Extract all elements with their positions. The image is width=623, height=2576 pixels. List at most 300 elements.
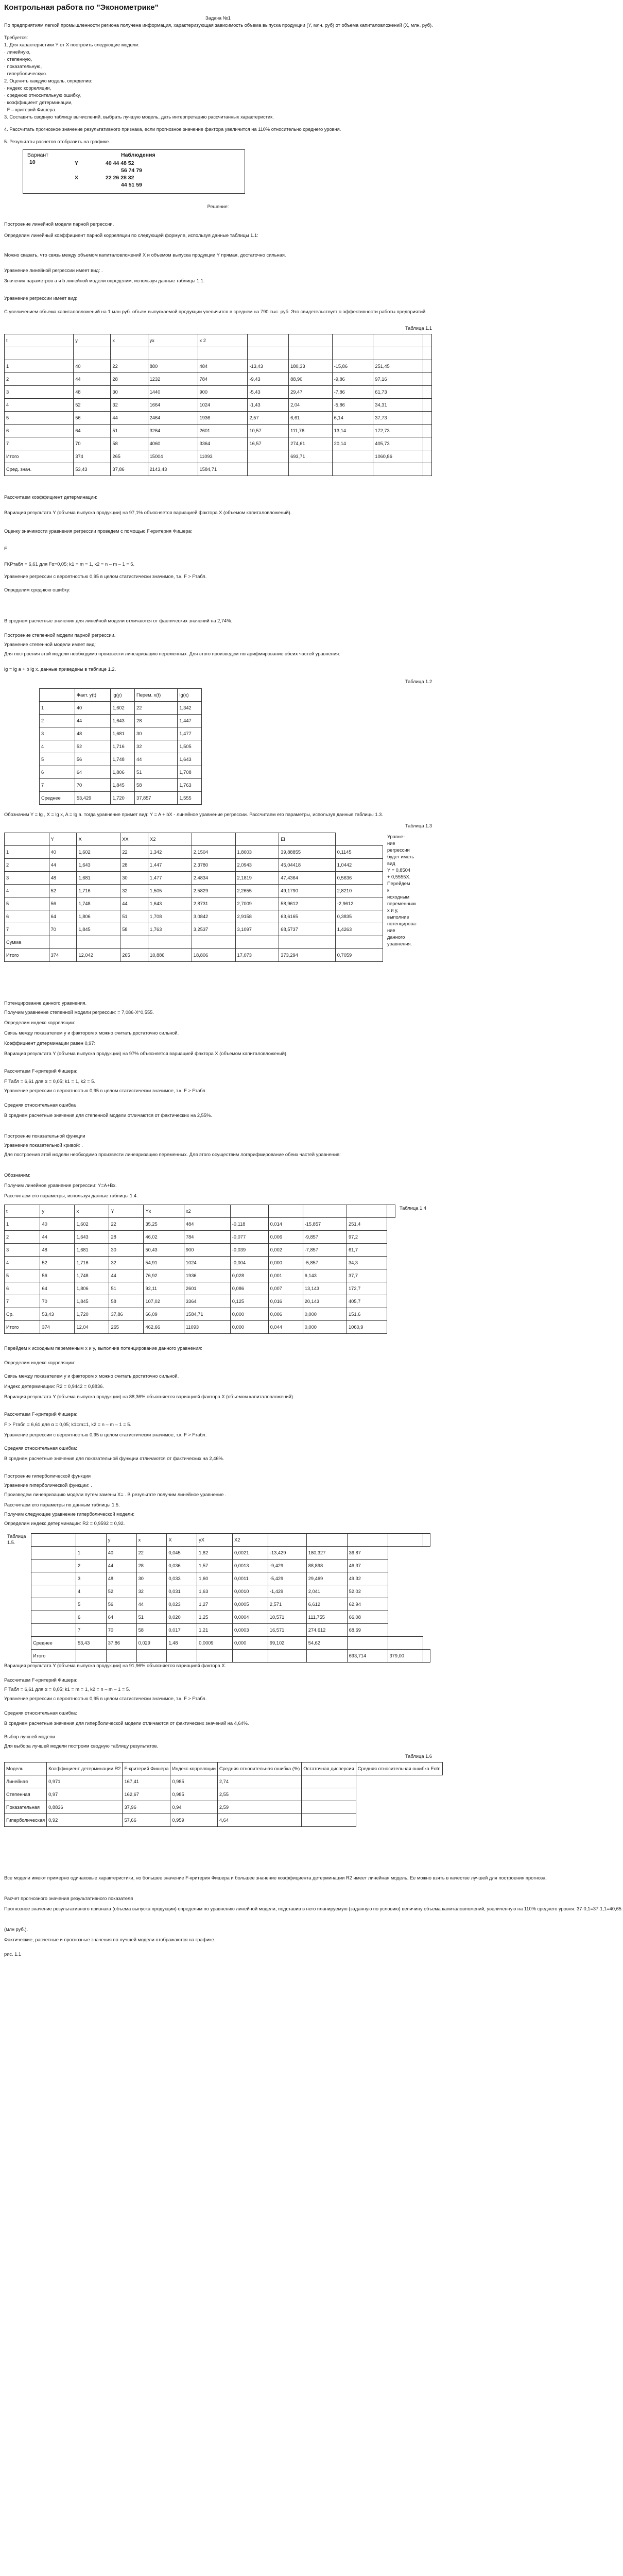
table-cell: 57,66	[123, 1814, 170, 1827]
list-item: · показательную,	[4, 64, 42, 69]
table-cell: 1,845	[77, 923, 120, 936]
table-cell: 51	[135, 766, 178, 779]
table-cell: 66,08	[347, 1611, 388, 1624]
table-cell: 3	[40, 727, 75, 740]
text-line: Коэффициент детерминации равен 0,97:	[4, 1041, 96, 1046]
text-line: Уравнение регрессии с вероятностью 0,95 в целом статистически значимое, т.к. F > Fтабл.	[4, 1432, 207, 1437]
table-cell	[106, 1650, 136, 1663]
table-cell	[373, 463, 423, 476]
table-cell: 22	[111, 360, 148, 373]
table-cell: 10,57	[248, 425, 289, 437]
table-cell: 1,602	[111, 702, 135, 715]
table-cell: 52	[49, 885, 77, 897]
table-header-row	[5, 1762, 443, 1775]
table-header-cell: y	[40, 1205, 75, 1218]
table-header-cell: t	[5, 1205, 40, 1218]
text-line: Связь между показателем y и фактором x можно считать достаточно сильной.	[4, 1374, 179, 1379]
table-cell: 4	[40, 740, 75, 753]
table-cell: 405,73	[373, 437, 423, 450]
table-cell: 34,3	[347, 1257, 387, 1269]
table-cell: 2464	[148, 412, 198, 425]
side-note-line: будет иметь	[387, 854, 414, 859]
text-line: Получим линейное уравнение регрессии: Y=A+Bx.	[4, 1183, 117, 1188]
table-cell: 265	[120, 949, 148, 962]
table-cell: 35,25	[144, 1218, 184, 1231]
table-cell: 1,681	[111, 727, 135, 740]
table-cell: 1,643	[111, 715, 135, 727]
table-row	[5, 437, 432, 450]
table-cell: -0,039	[230, 1244, 268, 1257]
table-cell: 2,5829	[192, 885, 235, 897]
table-cell: 1440	[148, 386, 198, 399]
table-cell	[289, 347, 333, 360]
table-cell: 2,041	[306, 1585, 347, 1598]
table-cell	[148, 936, 192, 949]
table-cell: 2,55	[217, 1788, 301, 1801]
table-cell: 44	[40, 1231, 75, 1244]
table-caption: Таблица 1.1	[405, 326, 432, 331]
table-cell: 1,720	[111, 792, 135, 805]
table-row	[40, 753, 202, 766]
variant-label: Вариант	[27, 152, 48, 158]
table-cell: 0,959	[170, 1814, 218, 1827]
table-cell: 4	[5, 399, 74, 412]
list-item: · степенную,	[4, 57, 32, 62]
table-row	[5, 1282, 395, 1295]
text-line: F Табл = 6,61 для α = 0,05; k1 = m = 1, k2 = n – m – 1 = 5.	[4, 1687, 130, 1692]
table-cell: 1,748	[75, 1269, 109, 1282]
table-cell: 15004	[148, 450, 198, 463]
table-1-1	[4, 334, 432, 476]
table-cell: 22	[135, 702, 178, 715]
table-cell: 56	[40, 1269, 75, 1282]
table-header-cell	[235, 833, 279, 846]
table-cell: 45,04418	[279, 859, 335, 872]
text-line: Определим индекс детерминации: R2 = 0,9592 = 0,92.	[4, 1521, 125, 1526]
table-row	[5, 373, 432, 386]
table-cell	[49, 936, 77, 949]
table-cell: 32	[135, 740, 178, 753]
table-cell: 3264	[148, 425, 198, 437]
table-cell: 44	[111, 412, 148, 425]
table-header-row	[5, 334, 432, 347]
table-cell	[423, 373, 432, 386]
table-cell: 56	[75, 753, 111, 766]
table-cell: 56	[49, 897, 77, 910]
table-cell: 66,09	[144, 1308, 184, 1321]
table-cell: 22	[120, 846, 148, 859]
table-cell: 32	[136, 1585, 167, 1598]
table-header-cell: lg(x)	[178, 689, 202, 702]
side-note-line: регрессии	[387, 848, 410, 853]
table-cell	[423, 347, 432, 360]
table-cell: 1664	[148, 399, 198, 412]
table-row	[31, 1598, 430, 1611]
table-header-cell: Средняя относительная ошибка Eotn	[356, 1762, 442, 1775]
table-cell: 44	[74, 373, 111, 386]
table-cell	[423, 437, 432, 450]
text-line: Оценку значимости уравнения регрессии проведем с помощью F-критерия Фишера:	[4, 529, 193, 534]
table-header-cell	[31, 1534, 76, 1547]
table-cell: -13,429	[268, 1547, 306, 1560]
table-cell: 4	[5, 1257, 40, 1269]
table-cell: 40	[74, 360, 111, 373]
table-cell	[373, 347, 423, 360]
table-header-cell	[303, 1205, 347, 1218]
table-row	[40, 740, 202, 753]
table-cell: 53,429	[75, 792, 111, 805]
list-item: 4. Рассчитать прогнозное значение результативного признака, если прогнозное значение фактора увеличится на 110% относительно среднего уровня.	[4, 127, 341, 132]
table-cell: -1,43	[248, 399, 289, 412]
table-cell: 0,125	[230, 1295, 268, 1308]
table-header-cell	[230, 1205, 268, 1218]
table-header-cell	[423, 1534, 430, 1547]
table-row	[31, 1572, 430, 1585]
table-1-5	[31, 1533, 430, 1663]
table-cell: 17,073	[235, 949, 279, 962]
table-header-cell: Коэффициент детерминации R2	[47, 1762, 123, 1775]
table-cell: 3	[5, 386, 74, 399]
text-line: F	[4, 546, 7, 551]
table-row	[31, 1611, 430, 1624]
table-cell: 1,806	[77, 910, 120, 923]
table-cell: 374	[40, 1321, 75, 1334]
table-cell: 0,017	[167, 1624, 197, 1637]
table-cell: 1,748	[111, 753, 135, 766]
table-cell: Показательная	[5, 1801, 47, 1814]
table-header-cell: X2	[148, 833, 192, 846]
table-cell	[306, 1650, 347, 1663]
table-cell: 1,0442	[335, 859, 383, 872]
table-header-cell	[289, 334, 333, 347]
text-line: Вариация результата Y (объема выпуска продукции) на 91,96% объясняется вариацией фактора X.	[4, 1663, 227, 1668]
table-header-cell	[332, 334, 373, 347]
table-1-2	[39, 688, 202, 805]
table-cell: 274,612	[306, 1624, 347, 1637]
table-cell: 7	[5, 1295, 40, 1308]
table-cell: 2,0943	[235, 859, 279, 872]
table-cell: Среднее	[31, 1637, 76, 1650]
table-cell	[423, 386, 432, 399]
text-line: Уравнение показательной кривой: .	[4, 1143, 83, 1148]
table-header-cell	[388, 1534, 423, 1547]
table-cell: 0,044	[268, 1321, 303, 1334]
table-cell: 44	[49, 859, 77, 872]
table-cell: 1,845	[75, 1295, 109, 1308]
table-cell: 6,612	[306, 1598, 347, 1611]
table-header-cell: Ei	[279, 833, 335, 846]
table-header-cell: X	[77, 833, 120, 846]
table-cell: 56	[74, 412, 111, 425]
table-header-cell: Средняя относительная ошибка (%)	[217, 1762, 301, 1775]
table-cell: 37,7	[347, 1269, 387, 1282]
list-item: 2. Оценить каждую модель, определив:	[4, 78, 93, 83]
table-cell: 6	[5, 425, 74, 437]
table-cell: 12,04	[75, 1321, 109, 1334]
table-cell: 32	[120, 885, 148, 897]
table-cell: -7,857	[303, 1244, 347, 1257]
text-line: Построение гиперболической функции	[4, 1473, 91, 1479]
list-item: · индекс корреляции,	[4, 86, 51, 91]
table-header-cell	[347, 1205, 387, 1218]
table-cell: 64	[49, 910, 77, 923]
table-cell: 0,000	[230, 1321, 268, 1334]
table-header-cell: x	[75, 1205, 109, 1218]
table-cell: Итого	[5, 1321, 40, 1334]
table-cell	[347, 1637, 388, 1650]
text-line: Вариация результата Y (объема выпуска продукции) на 97,1% объясняется вариацией фактора X (объемом капиталовложений).	[4, 510, 292, 515]
table-cell: 13,14	[332, 425, 373, 437]
table-cell: 172,73	[373, 425, 423, 437]
table-cell: 46,02	[144, 1231, 184, 1244]
side-note-line: вид	[387, 861, 395, 866]
table-header-cell	[40, 689, 75, 702]
table-cell: Сред. знач.	[5, 463, 74, 476]
side-note-line: потенцирова-	[387, 921, 418, 926]
table-cell: 56	[106, 1598, 136, 1611]
table-cell: 2,8210	[335, 885, 383, 897]
table-cell: 50,43	[144, 1244, 184, 1257]
text-line: F Табл = 6,61 для α = 0,05; k1 = 1, k2 = 5.	[4, 1079, 95, 1084]
table-cell	[423, 399, 432, 412]
table-cell	[302, 1814, 356, 1827]
table-cell: 49,32	[347, 1572, 388, 1585]
table-cell: 172,7	[347, 1282, 387, 1295]
table-cell	[31, 1585, 76, 1598]
table-header-cell: Модель	[5, 1762, 47, 1775]
table-row	[31, 1624, 430, 1637]
list-item: · F – критерий Фишера.	[4, 107, 57, 112]
table-header-cell	[306, 1534, 347, 1547]
table-row	[5, 1244, 395, 1257]
text-line: Перейдем к исходным переменным x и y, выполнив потенцирование данного уравнения:	[4, 1346, 202, 1351]
table-cell: 70	[49, 923, 77, 936]
table-cell: 48	[75, 727, 111, 740]
table-header-cell	[373, 334, 423, 347]
table-cell: 1	[5, 360, 74, 373]
text-line: Построение степенной модели парной регрессии.	[4, 633, 116, 638]
table-cell: 0,029	[136, 1637, 167, 1650]
table-cell: 1,716	[77, 885, 120, 897]
table-cell: 1,8003	[235, 846, 279, 859]
table-cell: Гиперболическая	[5, 1814, 47, 1827]
table-row	[5, 1321, 395, 1334]
table-cell: 1,643	[75, 1231, 109, 1244]
side-note-line: + 0,5555X.	[387, 874, 411, 879]
table-cell: 0,7059	[335, 949, 383, 962]
table-header-cell: Перем. x(t)	[135, 689, 178, 702]
table-cell: 0,006	[268, 1308, 303, 1321]
table-cell: 3364	[198, 437, 248, 450]
table-cell: 1,720	[75, 1308, 109, 1321]
table-cell: 2	[40, 715, 75, 727]
table-cell: 58	[111, 437, 148, 450]
list-item: · среднюю относительную ошибку,	[4, 93, 81, 98]
table-cell: 3	[5, 872, 49, 885]
table-cell: 2143,43	[148, 463, 198, 476]
table-cell	[302, 1775, 356, 1788]
text-line: В среднем расчетные значения для гиперболической модели отличаются от фактических значений на 4,64%.	[4, 1721, 249, 1726]
table-cell: 880	[148, 360, 198, 373]
table-cell: 37,857	[135, 792, 178, 805]
table-cell: 3,2537	[192, 923, 235, 936]
table-cell: 30	[111, 386, 148, 399]
x-label: X	[75, 175, 79, 181]
table-cell: 70	[74, 437, 111, 450]
text-line: Уравнение гиперболической функции: .	[4, 1483, 92, 1488]
table-cell: 28	[109, 1231, 144, 1244]
table-cell: 1,555	[178, 792, 202, 805]
table-cell: 58	[135, 779, 178, 792]
table-cell	[120, 936, 148, 949]
text-line: F > Fтабл = 6,61 для α = 0,05; k1=m=1, k2 = n – m – 1 = 5.	[4, 1422, 131, 1427]
table-cell: 2	[5, 1231, 40, 1244]
table-cell: 0,0013	[233, 1560, 268, 1572]
table-header-cell	[5, 833, 49, 846]
table-cell: 1,63	[197, 1585, 233, 1598]
table-header-cell: lg(y)	[111, 689, 135, 702]
table-header-cell: Y	[49, 833, 77, 846]
text-line: Рассчитаем его параметры, используя данные таблицы 1.4.	[4, 1193, 138, 1198]
table-cell: 784	[198, 373, 248, 386]
table-cell: 7	[5, 437, 74, 450]
table-cell: 0,000	[233, 1637, 268, 1650]
table-header-cell: Y	[109, 1205, 144, 1218]
text-line: Требуется:	[4, 35, 28, 40]
table-cell: 379,00	[388, 1650, 423, 1663]
table-cell: 0,036	[167, 1560, 197, 1572]
table-cell	[289, 463, 333, 476]
table-cell: 107,02	[144, 1295, 184, 1308]
table-cell: 180,327	[306, 1547, 347, 1560]
list-item: 5. Результаты расчетов отобразить на графике.	[4, 139, 110, 144]
table-cell: -5,857	[303, 1257, 347, 1269]
table-cell: Итого	[31, 1650, 76, 1663]
table-cell	[279, 936, 335, 949]
table-cell: -9,43	[248, 373, 289, 386]
table-cell: 20,14	[332, 437, 373, 450]
table-cell: 373,294	[279, 949, 335, 962]
table-row	[5, 859, 383, 872]
table-cell: 1,716	[75, 1257, 109, 1269]
table-cell: 2,1504	[192, 846, 235, 859]
table-cell: 111,76	[289, 425, 333, 437]
table-cell: 1060,9	[347, 1321, 387, 1334]
table-cell: 0,006	[268, 1231, 303, 1244]
table-header-cell: yx	[148, 334, 198, 347]
table-row	[5, 1801, 443, 1814]
text-line: Построение показательной функции	[4, 1133, 85, 1139]
table-header-cell	[268, 1534, 306, 1547]
table-cell	[136, 1650, 167, 1663]
table-cell: 53,43	[74, 463, 111, 476]
table-row	[40, 779, 202, 792]
table-cell: -7,86	[332, 386, 373, 399]
text-line: Рассчитаем F-критерий Фишера:	[4, 1677, 78, 1683]
table-cell	[423, 463, 432, 476]
table-cell: 48	[74, 386, 111, 399]
table-cell: 2,8731	[192, 897, 235, 910]
table-cell: 6,143	[303, 1269, 347, 1282]
table-cell: 51	[120, 910, 148, 923]
table-cell: 99,102	[268, 1637, 306, 1650]
table-cell: 405,7	[347, 1295, 387, 1308]
table-cell: 37,96	[123, 1801, 170, 1814]
list-item: · линейную,	[4, 49, 31, 55]
table-cell: 37,73	[373, 412, 423, 425]
table-cell: 51	[111, 425, 148, 437]
table-cell: 28	[135, 715, 178, 727]
y-values: 40 44 48 52	[106, 160, 134, 166]
table-header-cell: Yx	[144, 1205, 184, 1218]
table-cell: 46,37	[347, 1560, 388, 1572]
table-cell: 64	[40, 1282, 75, 1295]
table-cell: 2,571	[268, 1598, 306, 1611]
table-cell: 374	[49, 949, 77, 962]
table-header-row	[40, 689, 202, 702]
table-cell: 64	[74, 425, 111, 437]
table-cell: 0,985	[170, 1775, 218, 1788]
table-cell: 1,806	[111, 766, 135, 779]
table-cell: 1024	[198, 399, 248, 412]
table-cell: 1,505	[148, 885, 192, 897]
text-line: Средняя относительная ошибка:	[4, 1710, 77, 1716]
text-line: Средняя относительная ошибка	[4, 1103, 76, 1108]
table-cell: 2,04	[289, 399, 333, 412]
table-row	[40, 702, 202, 715]
table-row	[5, 463, 432, 476]
table-cell: -9,86	[332, 373, 373, 386]
table-cell: 5	[40, 753, 75, 766]
table-cell: 0,001	[268, 1269, 303, 1282]
table-header-cell: Остаточная дисперсия	[302, 1762, 356, 1775]
table-cell: 6,61	[289, 412, 333, 425]
table-cell: 48	[106, 1572, 136, 1585]
table-cell: 5	[76, 1598, 106, 1611]
table-header-row	[5, 833, 383, 846]
x-values: 22 26 28 32	[106, 175, 134, 181]
table-1-4	[4, 1205, 395, 1334]
table-cell: -1,429	[268, 1585, 306, 1598]
text-line: Получим уравнение степенной модели регрессии: = 7,086·X^0,555.	[4, 1010, 154, 1015]
table-cell: 20,143	[303, 1295, 347, 1308]
table-row	[5, 399, 432, 412]
table-cell: 0,002	[268, 1244, 303, 1257]
table-cell: 0,0011	[233, 1572, 268, 1585]
table-cell: 40	[40, 1218, 75, 1231]
table-cell	[31, 1598, 76, 1611]
table-cell: 0,023	[167, 1598, 197, 1611]
table-cell: 1,477	[178, 727, 202, 740]
table-cell: 18,806	[192, 949, 235, 962]
table-header-cell: y	[106, 1534, 136, 1547]
table-cell: 1,342	[178, 702, 202, 715]
table-cell	[388, 1637, 423, 1650]
table-row	[5, 1257, 395, 1269]
table-cell: 44	[75, 715, 111, 727]
table-cell: 97,16	[373, 373, 423, 386]
table-cell: 88,898	[306, 1560, 347, 1572]
table-row	[31, 1585, 430, 1598]
table-row	[5, 1218, 395, 1231]
table-cell: 0,045	[167, 1547, 197, 1560]
table-cell: 1,602	[77, 846, 120, 859]
text-line: Для выбора лучшей модели построим сводную таблицу результатов.	[4, 1743, 159, 1749]
table-1-5-caption: Таблица 1.5.	[7, 1534, 26, 1545]
table-cell: 28	[136, 1560, 167, 1572]
table-cell: 1,763	[178, 779, 202, 792]
table-cell: 1,48	[167, 1637, 197, 1650]
